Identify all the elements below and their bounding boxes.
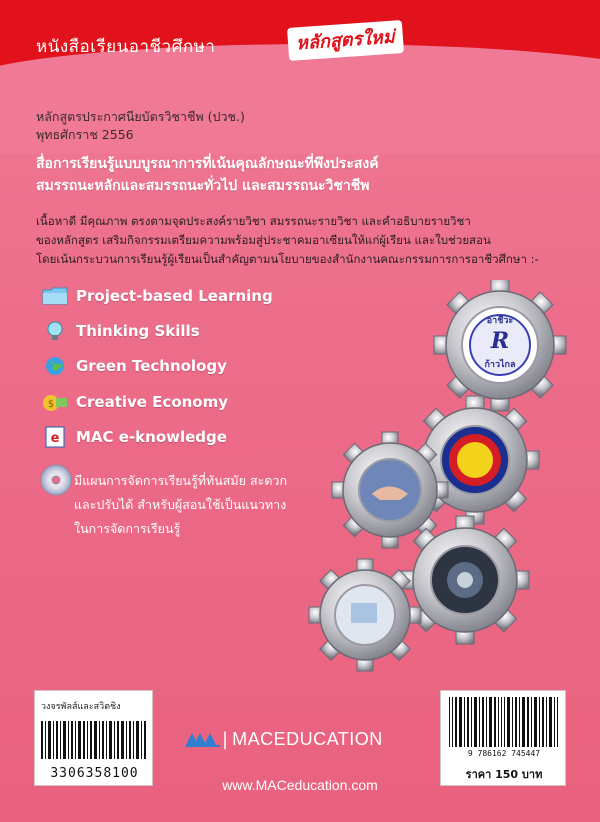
gear-handshake	[332, 432, 448, 548]
gear-cluster	[300, 280, 590, 700]
feature-mac-e-knowledge	[42, 424, 227, 450]
globe-icon	[42, 355, 68, 377]
feature-label: MAC e-knowledge	[76, 428, 227, 446]
cd-icon	[40, 464, 72, 500]
price-label: ราคา 150 บาท	[465, 768, 543, 781]
cd-note-line-3: ในการจัดการเรียนรู้	[74, 521, 181, 536]
mac-logo-icon	[186, 731, 220, 747]
svg-text:e: e	[50, 431, 60, 446]
gear-documents	[309, 559, 421, 671]
cd-note-line-2: และปรับได้ สำหรับผู้สอนใช้เป็นแนวทาง	[74, 497, 287, 512]
money-icon	[42, 391, 68, 413]
e-book-icon	[42, 426, 68, 448]
curriculum-year: พุทธศักราช 2556	[36, 127, 134, 142]
subject-name: วงจรพัลส์และสวิตชิง	[41, 702, 121, 712]
headline-line-1: สื่อการเรียนรู้แบบบูรณาการที่เน้นคุณลักษณะที่พึงประสงค์	[36, 156, 379, 172]
svg-text:$: $	[47, 399, 55, 410]
lightbulb-icon	[42, 320, 68, 342]
new-curriculum-tag: หลักสูตรใหม่	[287, 20, 404, 61]
description-line-2: ของหลักสูตร เสริมกิจกรรมเตรียมความพร้อมสู่ประชาคมอาเซียนให้แก่ผู้เรียน และใบช่วยสอน	[36, 233, 491, 247]
subject-code: 3306358100	[50, 766, 139, 781]
description-line-1: เนื้อหาดี มีคุณภาพ ตรงตามจุดประสงค์รายวิชา สมรรถนะรายวิชา และคำอธิบายรายวิชา	[36, 214, 471, 228]
feature-thinking-skills	[42, 318, 200, 344]
website-url[interactable]: www.MACeducation.com	[222, 777, 378, 793]
badge-top-text: อาชีวะ	[486, 316, 514, 326]
barcode-isbn	[449, 697, 559, 747]
brand-logo: | MACEDUCATION	[186, 727, 383, 751]
feature-label: Thinking Skills	[76, 322, 200, 340]
feature-green-technology	[42, 353, 227, 379]
feature-label: Project-based Learning	[76, 287, 273, 305]
folder-icon	[42, 285, 68, 307]
isbn-number: 9 786162 745447	[467, 749, 541, 758]
badge-bottom-text: ก้าวไกล	[484, 360, 516, 370]
feature-project-based-learning	[42, 283, 273, 309]
curriculum-name: หลักสูตรประกาศนียบัตรวิชาชีพ (ปวช.)	[36, 109, 245, 124]
gear-machine	[401, 516, 529, 644]
feature-label: Green Technology	[76, 357, 227, 375]
brand-name: MACEDUCATION	[232, 728, 383, 749]
series-title: หนังสือเรียนอาชีวศึกษา	[36, 37, 216, 57]
cd-note-line-1: มีแผนการจัดการเรียนรู้ที่ทันสมัย สะดวก	[74, 473, 288, 488]
feature-label: Creative Economy	[76, 393, 229, 411]
description-line-3: โดยเน้นกระบวนการเรียนรู้ผู้เรียนเป็นสำคัญตามนโยบายของสำนักงานคณะกรรมการการอาชีวศึกษา :-	[36, 252, 539, 266]
isbn-box	[440, 690, 566, 786]
feature-creative-economy	[42, 389, 228, 415]
barcode-left	[41, 721, 147, 759]
badge-letter: R	[490, 328, 510, 354]
headline-line-2: สมรรถนะหลักและสมรรถนะทั่วไป และสมรรถนะวิชาชีพ	[36, 178, 370, 194]
subject-code-box	[34, 690, 153, 786]
